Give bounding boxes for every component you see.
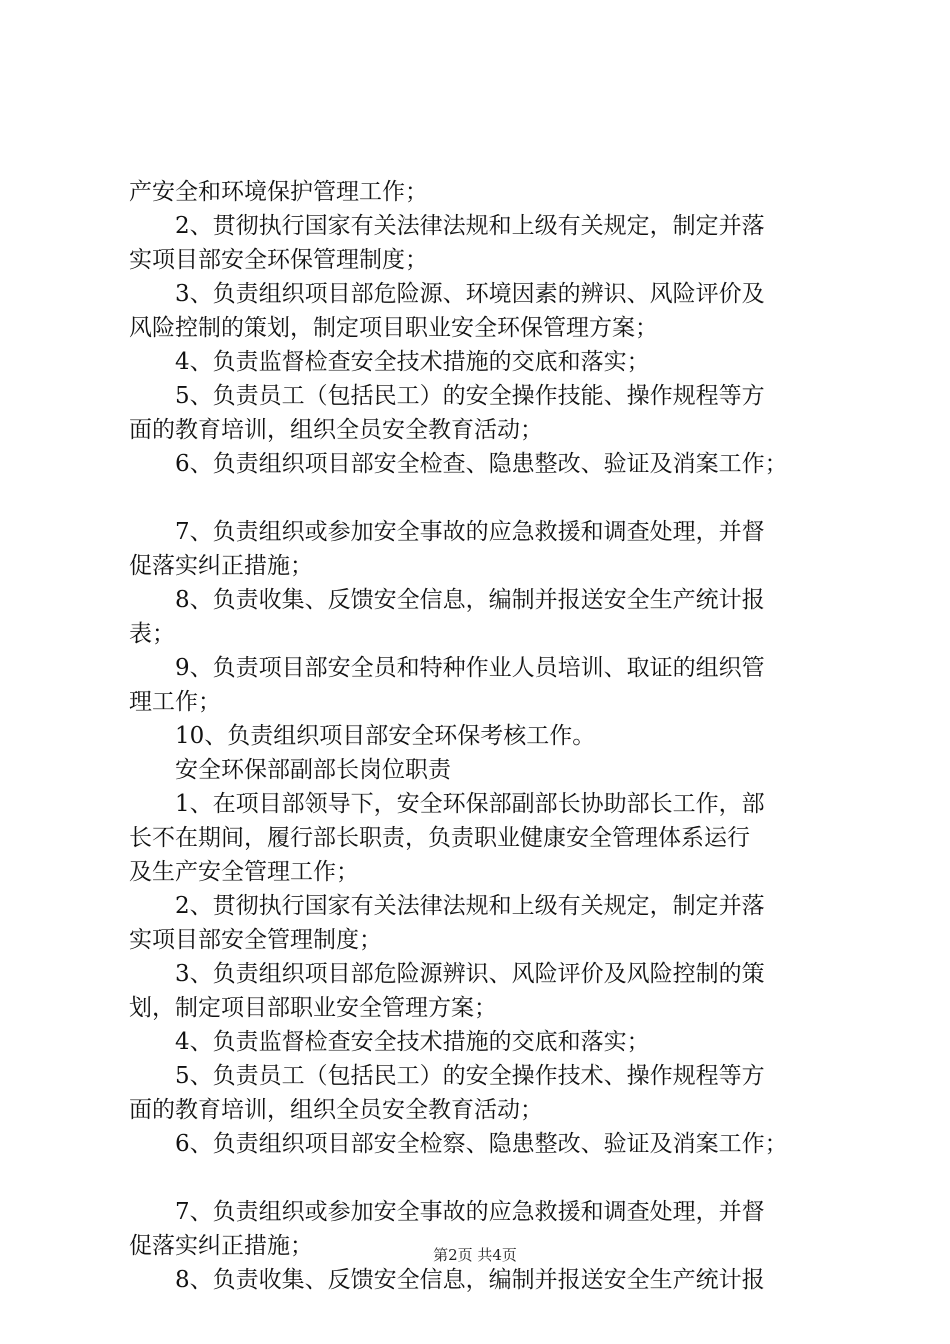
text-line: 促落实纠正措施； — [129, 553, 313, 579]
text-line: 产安全和环境保护管理工作； — [129, 179, 428, 205]
text-line: 7、负责组织或参加安全事故的应急救援和调查处理，并督 — [129, 1199, 765, 1225]
blank-line — [129, 1161, 849, 1195]
text-line: 3、负责组织项目部危险源辨识、风险评价及风险控制的策 — [129, 961, 765, 987]
text-line: 实项目部安全环保管理制度； — [129, 247, 428, 273]
text-line: 长不在期间，履行部长职责，负责职业健康安全管理体系运行 — [129, 825, 750, 851]
text-line: 3、负责组织项目部危险源、环境因素的辨识、风险评价及 — [129, 281, 765, 307]
text-line: 面的教育培训，组织全员安全教育活动； — [129, 417, 543, 443]
page-footer: 第2页 共4页 — [433, 1246, 517, 1264]
text-line: 6、负责组织项目部安全检查、隐患整改、验证及消案工作； — [129, 451, 788, 477]
text-line: 4、负责监督检查安全技术措施的交底和落实； — [129, 1029, 650, 1055]
text-line: 5、负责员工（包括民工）的安全操作技术、操作规程等方 — [129, 1063, 765, 1089]
text-line: 2、贯彻执行国家有关法律法规和上级有关规定，制定并落 — [129, 893, 765, 919]
text-line: 2、贯彻执行国家有关法律法规和上级有关规定，制定并落 — [129, 213, 765, 239]
text-line: 风险控制的策划，制定项目职业安全环保管理方案； — [129, 315, 658, 341]
document-body — [129, 175, 849, 1297]
text-line: 6、负责组织项目部安全检察、隐患整改、验证及消案工作； — [129, 1131, 788, 1157]
text-line: 理工作； — [129, 689, 221, 715]
text-line: 9、负责项目部安全员和特种作业人员培训、取证的组织管 — [129, 655, 765, 681]
text-line: 及生产安全管理工作； — [129, 859, 359, 885]
text-line: 8、负责收集、反馈安全信息，编制并报送安全生产统计报 — [129, 587, 765, 613]
text-line: 面的教育培训，组织全员安全教育活动； — [129, 1097, 543, 1123]
text-line: 10、负责组织项目部安全环保考核工作。 — [129, 723, 596, 749]
text-line: 5、负责员工（包括民工）的安全操作技能、操作规程等方 — [129, 383, 765, 409]
text-line: 4、负责监督检查安全技术措施的交底和落实； — [129, 349, 650, 375]
text-line: 表； — [129, 621, 175, 647]
text-line: 7、负责组织或参加安全事故的应急救援和调查处理，并督 — [129, 519, 765, 545]
text-line: 1、在项目部领导下，安全环保部副部长协助部长工作，部 — [129, 791, 765, 817]
text-line: 8、负责收集、反馈安全信息，编制并报送安全生产统计报 — [129, 1267, 765, 1293]
text-line: 划，制定项目部职业安全管理方案； — [129, 995, 497, 1021]
text-line: 安全环保部副部长岗位职责 — [129, 757, 451, 783]
text-line: 促落实纠正措施； — [129, 1233, 313, 1259]
text-line: 实项目部安全管理制度； — [129, 927, 382, 953]
blank-line — [129, 481, 849, 515]
